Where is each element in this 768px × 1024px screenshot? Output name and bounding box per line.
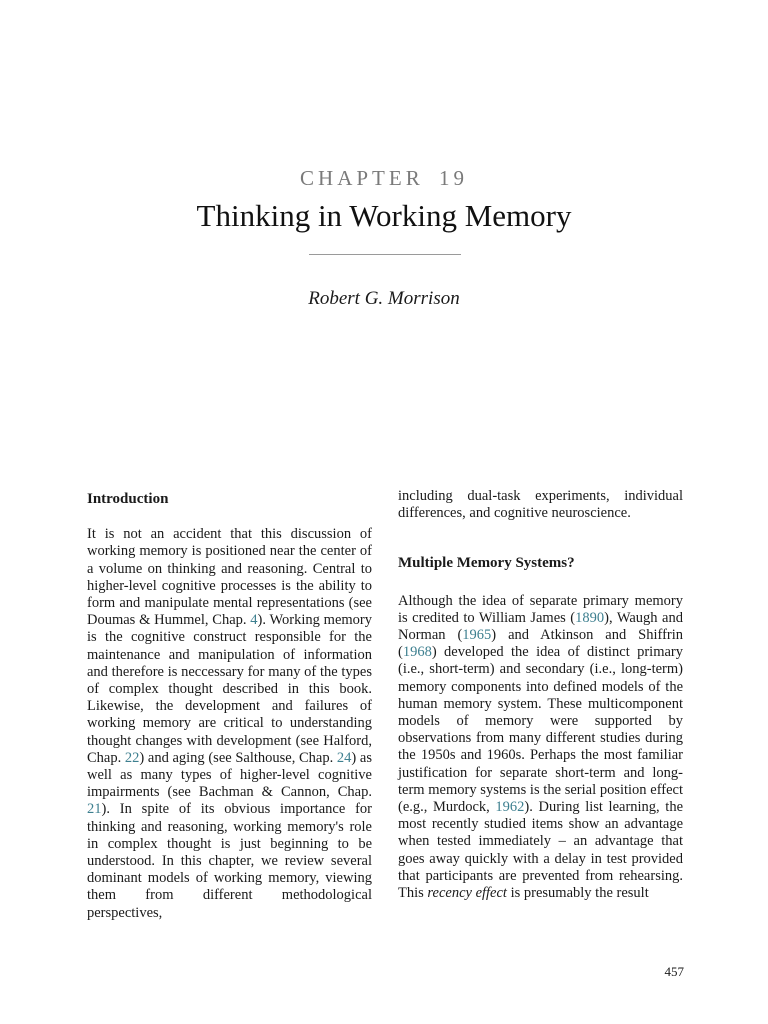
author-name: Robert G. Morrison <box>308 288 460 309</box>
citation-link[interactable]: 1968 <box>402 644 432 661</box>
text-segment: ) as well as many types of higher-level cognitive impairments (see Bachman & Cannon, Chap. <box>87 749 372 801</box>
section-heading-introduction: Introduction <box>87 491 169 507</box>
text-segment: ). During list learning, the most recently studied items show an advantage when tested immediately – an advantage that goes away quickly with a delay in test provided that participants are prevented from rehearsing. This <box>398 799 684 902</box>
text-segment: ). Working memory is the cognitive construct responsible for the maintenance and manipulation of information and therefore is neccessary for many of the types of complex thought described in this book. Likewise, the development and failures of working memory are critical to understanding thought changes with development (see Halford, Chap. <box>87 612 372 766</box>
right-column <box>398 488 683 902</box>
text-segment: ) and aging (see Salthouse, Chap. <box>139 749 337 766</box>
citation-link[interactable]: 1890 <box>575 609 605 626</box>
chapter-reference-link[interactable]: 4 <box>250 612 258 629</box>
chapter-reference-link[interactable]: 21 <box>87 801 102 818</box>
text-segment: ) and Atkinson and Shiffrin ( <box>398 627 684 661</box>
title-divider <box>309 254 461 255</box>
emphasized-term: recency effect <box>427 885 507 902</box>
text-segment: ). In spite of its obvious importance for thinking and reasoning, working memory's role in complex thought is just beginning to be understood. In this chapter, we review several dominant models of working memory, viewing them from different methodological perspectives, <box>87 801 372 921</box>
text-segment: ) developed the idea of distinct primary (i.e., short-term) and secondary (i.e., long-term) memory components into defined models of the human memory system. These multicomponent models of memory were supported by observations from many different studies during the 1950s and 1960s. Perhaps the most familiar justification for separate short-term and long-term memory systems is the serial position effect (e.g., Murdock, <box>398 644 683 816</box>
introduction-paragraph <box>87 526 372 922</box>
text-segment: ), Waugh and Norman ( <box>398 609 683 644</box>
text-segment: It is not an accident that this discussion of working memory is positioned near the center of a volume on thinking and reasoning. Central to higher-level cognitive processes is the ability to form and manipulate mental representations (see Doumas & Hummel, Chap. <box>87 526 372 629</box>
chapter-title: Thinking in Working Memory <box>196 198 572 233</box>
chapter-reference-link[interactable]: 22 <box>124 749 140 766</box>
text-segment: is presumably the result <box>506 885 649 902</box>
page-number: 457 <box>664 964 684 979</box>
left-column <box>87 488 372 922</box>
chapter-reference-link[interactable]: 24 <box>336 749 352 766</box>
chapter-label: CHAPTER 19 <box>300 166 468 190</box>
citation-link[interactable]: 1962 <box>495 799 525 816</box>
continuation-paragraph: including dual-task experiments, individual differences, and cognitive neuroscience. <box>398 488 683 522</box>
section-heading-multiple-memory-systems: Multiple Memory Systems? <box>398 555 575 572</box>
text-segment: Although the idea of separate primary memory is credited to William James ( <box>398 592 683 626</box>
citation-link[interactable]: 1965 <box>462 627 492 644</box>
memory-systems-paragraph <box>398 593 683 903</box>
